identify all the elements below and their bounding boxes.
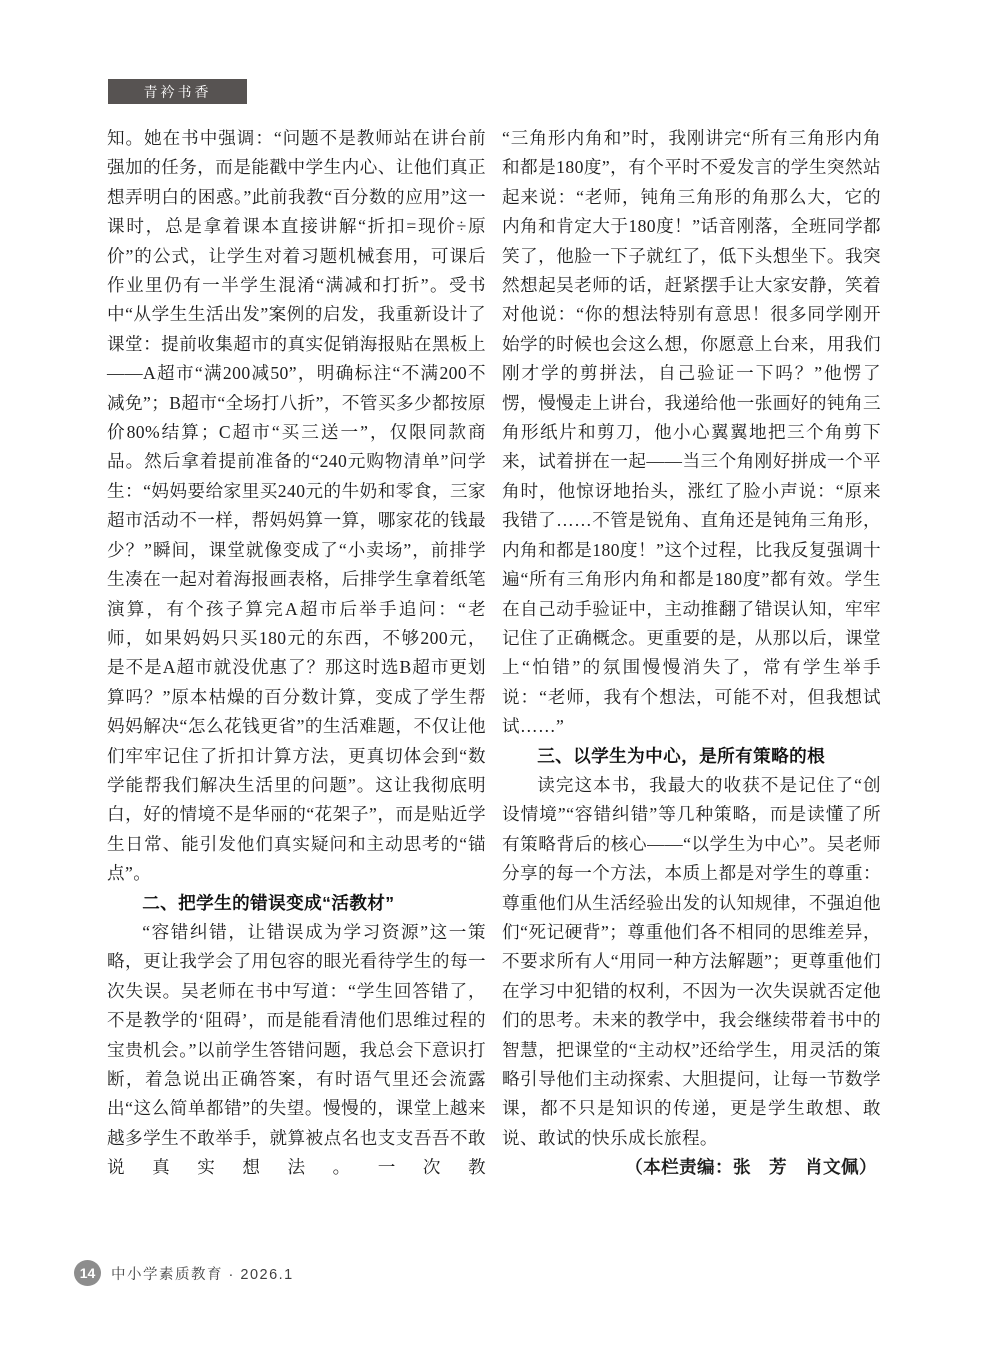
body-paragraph: 知。她在书中强调：“问题不是教师站在讲台前强加的任务，而是能戳中学生内心、让他们真正想弄明白的困惑。”此前我教“百分数的应用”这一课时，总是拿着课本直接讲解“折扣=现价÷原价”的公式，让学生对着习题机械套用，可课后作业里仍有一半学生混淆“满减和打折”。受书中“从学生生活出发”案例的启发，我重新设计了课堂：提前收集超市的真实促销海报贴在黑板上——A超市“满200减50”，明确标注“不满200不减免”；B超市“全场打八折”，不管买多少都按原价80%结算；C超市“买三送一”，仅限同款商品。然后拿着提前准备的“240元购物清单”问学生：“妈妈要给家里买240元的牛奶和零食，三家超市活动不一样，帮妈妈算一算，哪家花的钱最少？”瞬间，课堂就像变成了“小卖场”，前排学生凑在一起对着海报画表格，后排学生拿着纸笔演算，有个孩子算完A超市后举手追问：“老师，如果妈妈只买180元的东西，不够200元，是不是A超市就没优惠了？那这时选B超市更划算吗？”原本枯燥的百分数计算，变成了学生帮妈妈解决“怎么花钱更省”的生活难题，不仅让他们牢牢记住了折扣计算方法，更真切体会到“数学能帮我们解决生活里的问题”。这让我彻底明白，好的情境不是华丽的“花架子”，而是贴近学生日常、能引发他们真实疑问和主动思考的“锚点”。: [107, 128, 486, 884]
section-heading: 三、以学生为中心，是所有策略的根: [537, 745, 826, 766]
section-heading: 二、把学生的错误变成“活教材”: [142, 892, 395, 913]
body-paragraph: “容错纠错，让错误成为学习资源”这一策略，更让我学会了用包容的眼光看待学生的每一次失误。吴老师在书中写道：“学生回答错了，不是教学的‘阻碍’，而是能看清他们思维过程的宝贵机会。”以前学生答错问题，我总会下意识打断，着急说出正确答案，有时语气里还会流露出“这么简单都错”的失望。慢慢的，课堂上越来越多学生不敢举手，就算被点名也支支吾吾不敢说真实想法。一次教: [107, 921, 486, 1178]
article-column-left: [107, 124, 486, 1183]
page-footer: [74, 1260, 294, 1286]
article-column-right: [502, 124, 881, 1183]
column-tag: 青衿书香: [108, 79, 247, 104]
editor-credit: （本栏责编：张 芳 肖文佩）: [625, 1157, 877, 1178]
body-paragraph: “三角形内角和”时，我刚讲完“所有三角形内角和都是180度”，有个平时不爱发言的学生突然站起来说：“老师，钝角三角形的角那么大，它的内角和肯定大于180度！”话音刚落，全班同学都笑了，他脸一下子就红了，低下头想坐下。我突然想起吴老师的话，赶紧摆手让大家安静，笑着对他说：“你的想法特别有意思！很多同学刚开始学的时候也会这么想，你愿意上台来，用我们刚才学的剪拼法，自己验证一下吗？”他愣了愣，慢慢走上讲台，我递给他一张画好的钝角三角形纸片和剪刀，他小心翼翼地把三个角剪下来，试着拼在一起——当三个角刚好拼成一个平角时，他惊讶地抬头，涨红了脸小声说：“原来我错了……不管是锐角、直角还是钝角三角形，内角和都是180度！”这个过程，比我反复强调十遍“所有三角形内角和都是180度”都有效。学生在自己动手验证中，主动推翻了错误认知，牢牢记住了正确概念。更重要的是，从那以后，课堂上“怕错”的氛围慢慢消失了，常有学生举手说：“老师，我有个想法，可能不对，但我想试试……”: [502, 128, 881, 737]
body-paragraph: 读完这本书，我最大的收获不是记住了“创设情境”“容错纠错”等几种策略，而是读懂了所有策略背后的核心——“以学生为中心”。吴老师分享的每一个方法，本质上都是对学生的尊重：尊重他们从生活经验出发的认知规律，不强迫他们“死记硬背”；尊重他们各不相同的思维差异，不要求所有人“用同一种方法解题”；更尊重他们在学习中犯错的权利，不因为一次失误就否定他们的思考。未来的教学中，我会继续带着书中的智慧，把课堂的“主动权”还给学生，用灵活的策略引导他们主动探索、大胆提问，让每一节数学课，都不只是知识的传递，更是学生敢想、敢说、敢试的快乐成长旅程。: [502, 774, 881, 1148]
article-body: [107, 124, 881, 1183]
journal-title: 中小学素质教育 · 2026.1: [111, 1266, 294, 1283]
page-number-badge: 14: [74, 1260, 101, 1286]
